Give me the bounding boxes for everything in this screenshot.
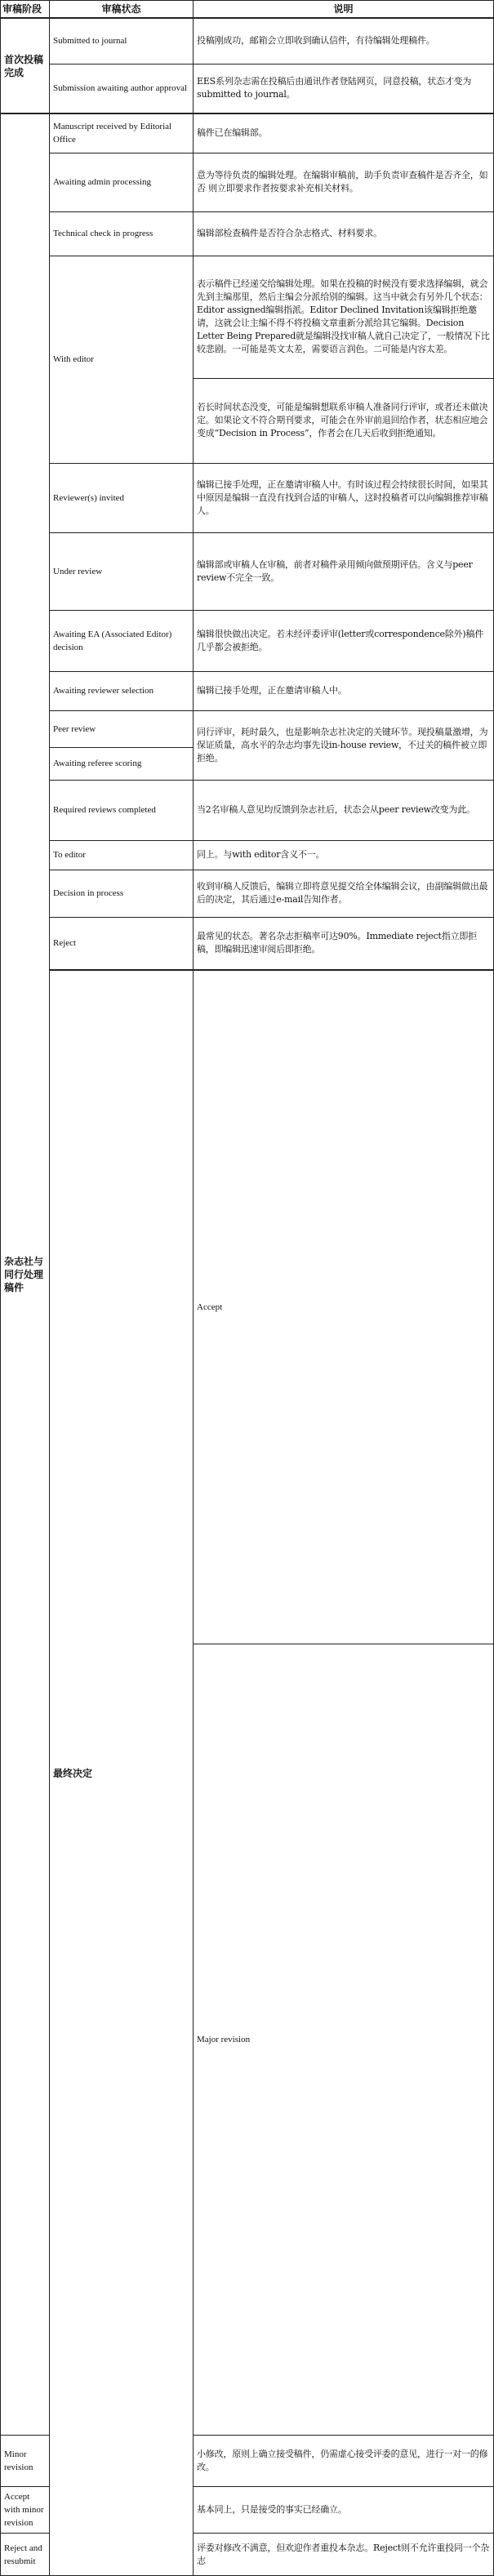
status-cell: Reject and resubmit: [1, 2534, 50, 2576]
desc-cell: 编辑很快做出决定。若未经评委评审(letter或correspondence除外)稿件几乎都会被拒绝。: [194, 610, 494, 671]
desc-cell: 最常见的状态。著名杂志拒稿率可达90%。Immediate reject指立即拒稿，即编辑迅速审阅后即拒绝。: [194, 917, 494, 970]
status-cell: Peer review: [50, 710, 194, 747]
table-row: [1, 870, 494, 917]
desc-cell: 意为等待负责的编辑处理。在编辑审稿前，助手负责审查稿件是否齐全，如否 则立即要求作者按要求补充相关材料。: [194, 153, 494, 211]
desc-cell: 编辑已接手处理，正在邀请审稿人中。有时该过程会持续很长时间，如果其中原因是编辑一直没有找到合适的审稿人，这时投稿者可以向编辑推荐审稿人。: [194, 463, 494, 532]
desc-cell: 编辑部检查稿件是否符合杂志格式、材料要求。: [194, 211, 494, 256]
status-cell: Decision in process: [50, 870, 194, 917]
desc-cell: 编辑已接手处理，正在邀请审稿人中。: [194, 671, 494, 710]
desc-cell: 投稿刚成功，邮箱会立即收到确认信件，有待编辑处理稿件。: [194, 18, 494, 64]
status-cell: Manuscript received by Editorial Office: [50, 113, 194, 153]
header-stage: 审稿阶段: [1, 1, 50, 19]
status-cell: Submitted to journal: [50, 18, 194, 64]
table-row: [1, 671, 494, 710]
status-cell: Technical check in progress: [50, 211, 194, 256]
desc-cell: 同行评审，耗时最久，也是影响杂志社决定的关键环节。现投稿量激增，为保证质量，高水平的杂志均事先设in-house review，不过关的稿件被立即拒绝。: [194, 710, 494, 780]
header-status: 审稿状态: [50, 1, 194, 19]
status-cell: Submission awaiting author approval: [50, 64, 194, 113]
table-row: [1, 710, 494, 747]
status-cell: Awaiting referee scoring: [50, 747, 194, 780]
status-cell: Major revision: [194, 1644, 494, 2436]
table-row: [1, 463, 494, 532]
table-row: [1, 153, 494, 211]
status-cell: Reject: [50, 917, 194, 970]
stage-cell-1: 首次投稿完成: [1, 18, 50, 113]
stage-cell-2: 杂志社与同行处理稿件: [1, 113, 50, 2436]
table-row: [1, 532, 494, 610]
table-row: [1, 780, 494, 840]
table-row: [1, 256, 494, 378]
status-cell: Awaiting EA (Associated Editor) decision: [50, 610, 194, 671]
status-cell: Awaiting reviewer selection: [50, 671, 194, 710]
desc-cell: 小修改，原则上确立接受稿件，仍需虚心接受评委的意见，进行一对一的修改。: [194, 2436, 494, 2487]
desc-cell: 编辑部或审稿人在审稿，前者对稿件录用倾向做预期评估。含义与peer review不完全一致。: [194, 532, 494, 610]
desc-cell: 当2名审稿人意见均反馈到杂志社后，状态会从peer review改变为此。: [194, 780, 494, 840]
status-cell: Accept: [194, 970, 494, 1644]
desc-cell: 稿件已在编辑部。: [194, 113, 494, 153]
status-cell: Accept with minor revision: [1, 2487, 50, 2534]
desc-cell: 基本同上，只是接受的事实已经确立。: [194, 2487, 494, 2534]
status-cell: To editor: [50, 840, 194, 870]
table-row: [1, 18, 494, 64]
desc-cell: EES系列杂志需在投稿后由通讯作者登陆网页，同意投稿，状态才变为submitted to journal。: [194, 64, 494, 113]
desc-cell: 收到审稿人反馈后，编辑立即将意见提交给全体编辑会议，由副编辑做出最后的决定，其后通过e-mail告知作者。: [194, 870, 494, 917]
status-cell: Awaiting admin processing: [50, 153, 194, 211]
table-row: [1, 970, 494, 1644]
table-row: [1, 610, 494, 671]
status-cell: Reviewer(s) invited: [50, 463, 194, 532]
status-cell: Minor revision: [1, 2436, 50, 2487]
header-row: [1, 1, 494, 19]
status-cell: Required reviews completed: [50, 780, 194, 840]
table-row: [1, 64, 494, 113]
stage-cell-3: 最终决定: [50, 970, 194, 2576]
desc-cell: 表示稿件已经递交给编辑处理。如果在投稿的时候没有要求选择编辑，就会先到主编那里，然后主编会分派给别的编辑。这当中就会有另外几个状态：Editor assigned编辑指派。Editor Declined Invitation该编辑拒绝邀请，这就会让主编不得不将投稿文章重新分派给其它编辑。Decision Letter Being Prepared就是编辑没找审稿人就自己决定了，一般情况下比较悲剧。一可能是英文太差，需要语言润色。二可能是内容太差。: [194, 256, 494, 378]
desc-cell: 评委对修改不满意，但欢迎作者重投本杂志。Reject则不允许重投同一个杂志: [194, 2534, 494, 2576]
status-cell: Under review: [50, 532, 194, 610]
desc-cell: 若长时间状态没变，可能是编辑想联系审稿人准备同行评审，或者还未做决定。如果论文不符合期刊要求，可能会在外审前退回给作者，状态相应地会变成“Decision in Process”，作者会在几天后收到拒绝通知。: [194, 378, 494, 463]
table-row: [1, 917, 494, 970]
status-cell: With editor: [50, 256, 194, 463]
desc-cell: 同上。与with editor含义不一。: [194, 840, 494, 870]
table-row: [1, 211, 494, 256]
table-row: [1, 113, 494, 153]
header-desc: 说明: [194, 1, 494, 19]
table-row: [1, 840, 494, 870]
